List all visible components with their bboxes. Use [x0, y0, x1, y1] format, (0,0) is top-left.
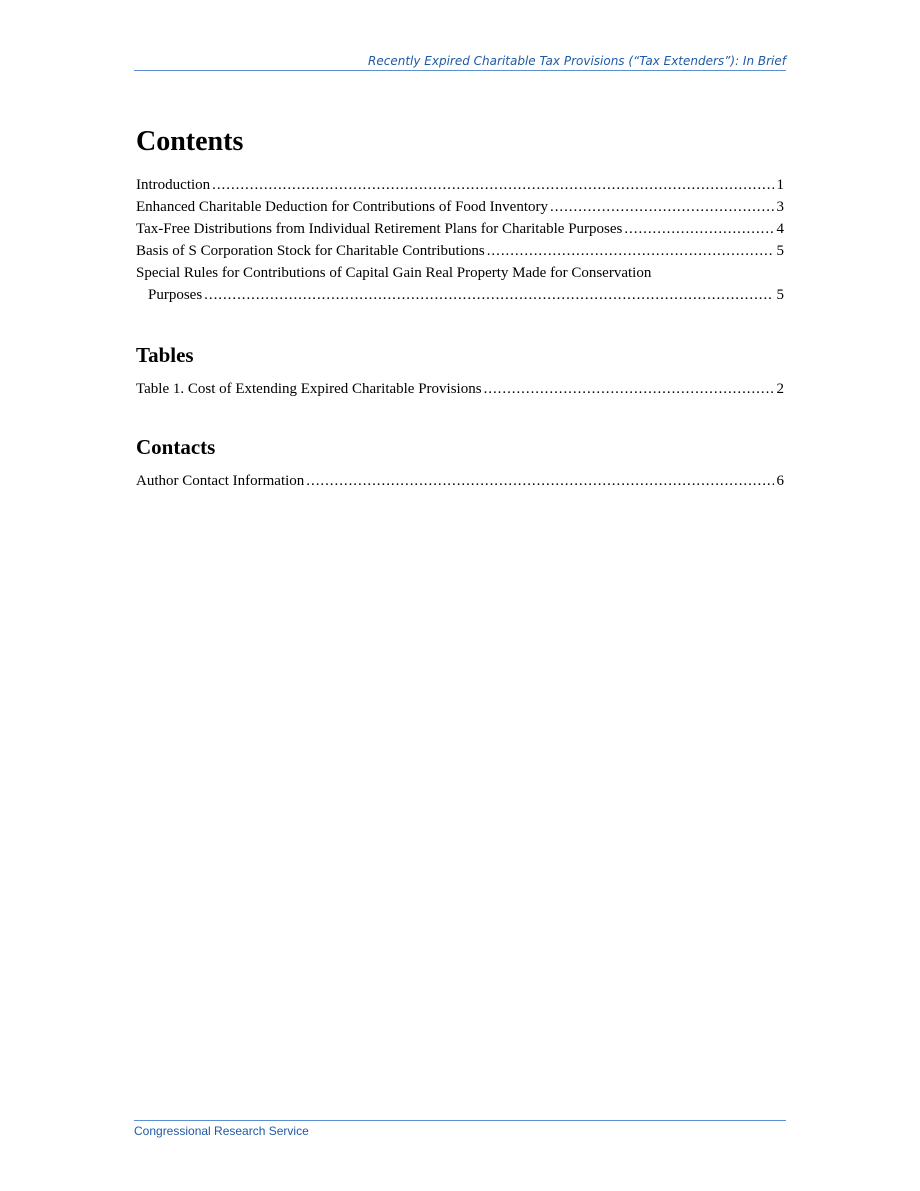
dot-leader [550, 196, 774, 218]
contacts-list [136, 470, 784, 492]
toc-entry-author-contact[interactable] [136, 470, 784, 492]
running-header [134, 54, 786, 71]
toc-page-number: 5 [776, 287, 784, 303]
tables-heading: Tables [136, 343, 194, 367]
dot-leader [204, 284, 773, 306]
dot-leader [487, 240, 774, 262]
toc-entry-label: Basis of S Corporation Stock for Charitable Contributions [136, 243, 485, 259]
toc-entry-label: Special Rules for Contributions of Capital Gain Real Property Made for Conservation [136, 265, 652, 281]
toc-page-number: 6 [776, 473, 784, 489]
toc-entry-introduction[interactable] [136, 174, 784, 196]
toc-entry-label: Table 1. Cost of Extending Expired Charitable Provisions [136, 381, 482, 397]
toc-entry-continuation [136, 284, 784, 306]
toc-page-number: 2 [776, 381, 784, 397]
contents-heading: Contents [136, 126, 244, 157]
toc-entry-label: Tax-Free Distributions from Individual Retirement Plans for Charitable Purposes [136, 221, 623, 237]
toc-entry-label: Introduction [136, 177, 211, 193]
contents-list [136, 174, 784, 306]
toc-entry-table-1[interactable] [136, 378, 784, 400]
contacts-heading: Contacts [136, 435, 216, 459]
dot-leader [624, 218, 773, 240]
running-header-title: Recently Expired Charitable Tax Provisions (“Tax Extenders”): In Brief [368, 54, 786, 68]
footer-organization: Congressional Research Service [134, 1124, 309, 1138]
toc-entry-label: Author Contact Information [136, 473, 305, 489]
dot-leader [212, 174, 773, 196]
running-footer [134, 1120, 786, 1138]
dot-leader [484, 378, 774, 400]
toc-entry-food-inventory[interactable] [136, 196, 784, 218]
toc-entry-label: Enhanced Charitable Deduction for Contributions of Food Inventory [136, 199, 548, 215]
tables-list [136, 378, 784, 400]
toc-entry-s-corporation-stock[interactable] [136, 240, 784, 262]
dot-leader [306, 470, 773, 492]
toc-page-number: 4 [776, 221, 784, 237]
toc-entry-conservation-property[interactable] [136, 262, 784, 306]
toc-entry-ira-distributions[interactable] [136, 218, 784, 240]
table-of-contents-page [136, 124, 784, 492]
toc-page-number: 5 [776, 243, 784, 259]
toc-page-number: 1 [776, 177, 784, 193]
toc-page-number: 3 [776, 199, 784, 215]
toc-entry-label-continued: Purposes [148, 287, 203, 303]
